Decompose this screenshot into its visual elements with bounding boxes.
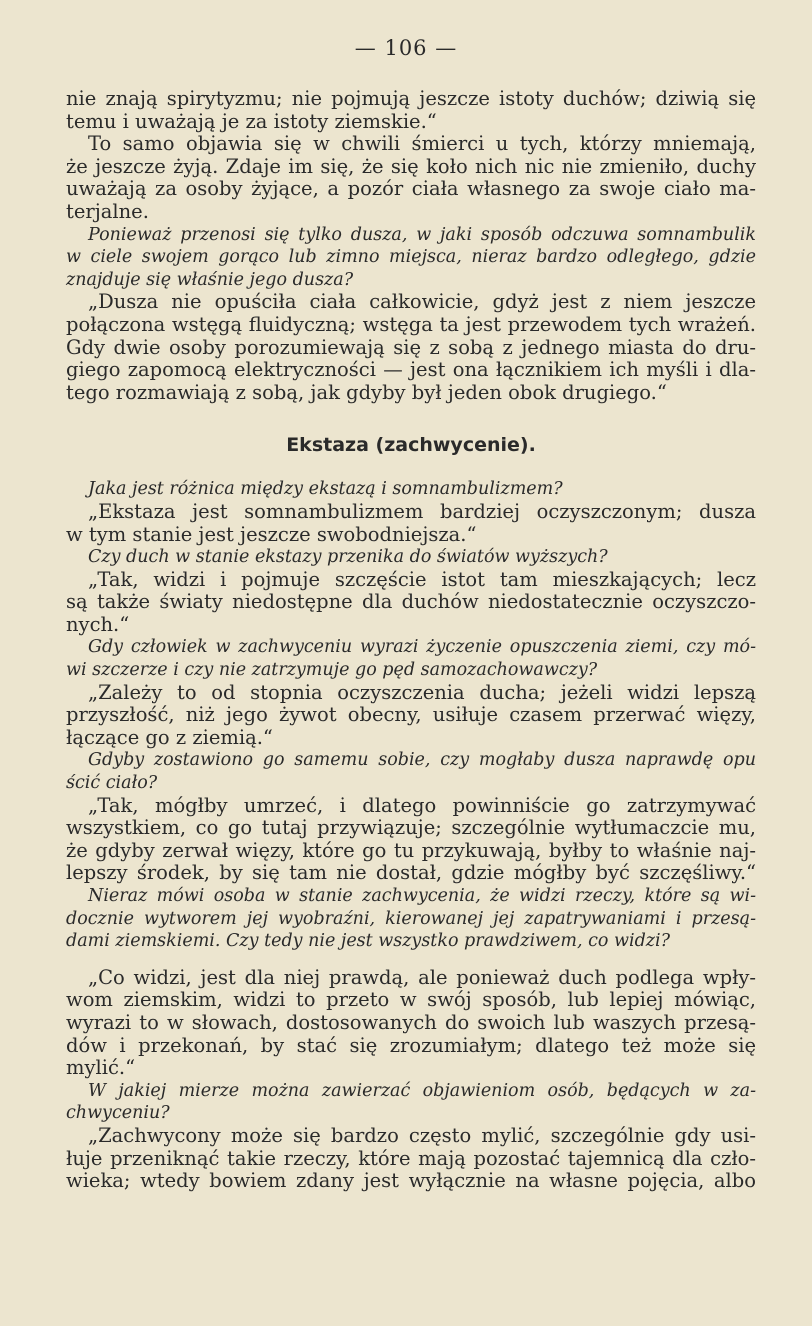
answer-line: że gdyby zerwał więzy, które go tu przykuwają, byłby to właśnie naj- xyxy=(66,838,756,862)
answer-line: lepszy środek, by się tam nie dostał, gdzie mógłby być szczęśliwy.“ xyxy=(66,861,756,885)
text-line: terjalne. xyxy=(66,199,149,223)
answer-line: wieka; wtedy bowiem zdany jest wyłącznie na własne pojęcia, albo xyxy=(66,1169,756,1193)
answer-line: nych.“ xyxy=(66,612,130,636)
answer-line: wom ziemskim, widzi to przeto w swój sposób, lub lepiej mówiąc, xyxy=(66,988,756,1012)
question-line: Gdy człowiek w zachwyceniu wyrazi życzenie opuszczenia ziemi, czy mó- xyxy=(88,637,756,658)
question-line: docznie wytworem jej wyobraźni, kierowanej jej zapatrywaniami i przesą- xyxy=(66,908,756,929)
answer-line: „Zależy to od stopnia oczyszczenia ducha; jeżeli widzi lepszą xyxy=(88,680,756,704)
question-line: dami ziemskiemi. Czy tedy nie jest wszystko prawdziwem, co widzi? xyxy=(66,931,670,952)
question-line: ścić ciało? xyxy=(66,773,158,794)
answer-line: „Tak, widzi i pojmuje szczęście istot tam mieszkających; lecz xyxy=(88,567,756,591)
answer-line: „Tak, mógłby umrzeć, i dlatego powinniście go zatrzymywać xyxy=(88,793,756,817)
answer-line: przyszłość, niż jego żywot obecny, usiłuje czasem przerwać więzy, xyxy=(66,703,756,727)
question-line: W jakiej mierze można zawierzać objawieniom osób, będących w za- xyxy=(88,1080,756,1101)
text-line: To samo objawia się w chwili śmierci u tych, którzy mniemają, xyxy=(88,132,756,156)
text-column xyxy=(66,88,756,1193)
answer-line: mylić.“ xyxy=(66,1056,136,1080)
text-line: że jeszcze żyją. Zdaje im się, że się koło nich nic nie zmieniło, duchy xyxy=(66,154,756,178)
answer-line: połączona wstęgą fluidyczną; wstęga ta jest przewodem tych wrażeń. xyxy=(66,312,756,336)
answer-line: dów i przekonań, by stać się zrozumiałym; dlatego też może się xyxy=(66,1033,756,1057)
question-line: w ciele swojem gorąco lub zimno miejsca, nieraz bardzo odległego, gdzie xyxy=(66,247,756,268)
question-line: Nieraz mówi osoba w stanie zachwycenia, że widzi rzeczy, które są wi- xyxy=(88,886,756,906)
section-heading: Ekstaza (zachwycenie). xyxy=(286,434,536,457)
question-line: znajduje się właśnie jego dusza? xyxy=(66,269,354,290)
answer-line: „Ekstaza jest somnambulizmem bardziej oczyszczonym; dusza xyxy=(88,499,756,523)
question-line: Czy duch w stanie ekstazy przenika do światów wyższych? xyxy=(88,547,608,568)
answer-line: w tym stanie jest jeszcze swobodniejsza.“ xyxy=(66,522,477,546)
question-line: chwyceniu? xyxy=(66,1103,170,1124)
page-number: — 106 — xyxy=(354,36,458,60)
answer-line: łuje przeniknąć takie rzeczy, które mają pozostać tajemnicą dla czło- xyxy=(66,1146,756,1170)
answer-line: Gdy dwie osoby porozumiewają się z sobą z jednego miasta do dru- xyxy=(66,335,756,359)
answer-line: wyrazi to w słowach, dostosowanych do swoich lub waszych przesą- xyxy=(66,1010,756,1034)
answer-line: „Dusza nie opuściła ciała całkowicie, gdyż jest z niem jeszcze xyxy=(88,290,756,314)
text-line: temu i uważają je za istoty ziemskie.“ xyxy=(66,109,437,133)
paragraph-gap xyxy=(66,953,756,967)
question-line: Gdyby zostawiono go samemu sobie, czy mogłaby dusza naprawdę opu xyxy=(88,750,756,771)
question-line: Jaka jest różnica między ekstazą i somnambulizmem? xyxy=(88,479,563,500)
answer-line: tego rozmawiają z sobą, jak gdyby był jeden obok drugiego.“ xyxy=(66,380,667,404)
answer-line: wszystkiem, co go tutaj przywiązuje; szczególnie wytłumaczcie mu, xyxy=(66,816,756,840)
answer-line: „Zachwycony może się bardzo często mylić, szczególnie gdy usi- xyxy=(88,1123,756,1147)
question-line: Ponieważ przenosi się tylko dusza, w jaki sposób odczuwa somnambulik xyxy=(88,224,756,245)
answer-line: łączące go z ziemią.“ xyxy=(66,725,273,749)
text-line: nie znają spirytyzmu; nie pojmują jeszcze istoty duchów; dziwią się xyxy=(66,87,756,110)
answer-line: są także światy niedostępne dla duchów niedostatecznie oczyszczo- xyxy=(66,590,756,614)
question-line: wi szczerze i czy nie zatrzymuje go pęd samozachowawczy? xyxy=(66,660,598,681)
answer-line: „Co widzi, jest dla niej prawdą, ale ponieważ duch podlega wpły- xyxy=(88,965,756,989)
answer-line: giego zapomocą elektryczności — jest ona łącznikiem ich myśli i dla- xyxy=(66,358,756,382)
text-line: uważają za osoby żyjące, a pozór ciała własnego za swoje ciało ma- xyxy=(66,177,756,201)
